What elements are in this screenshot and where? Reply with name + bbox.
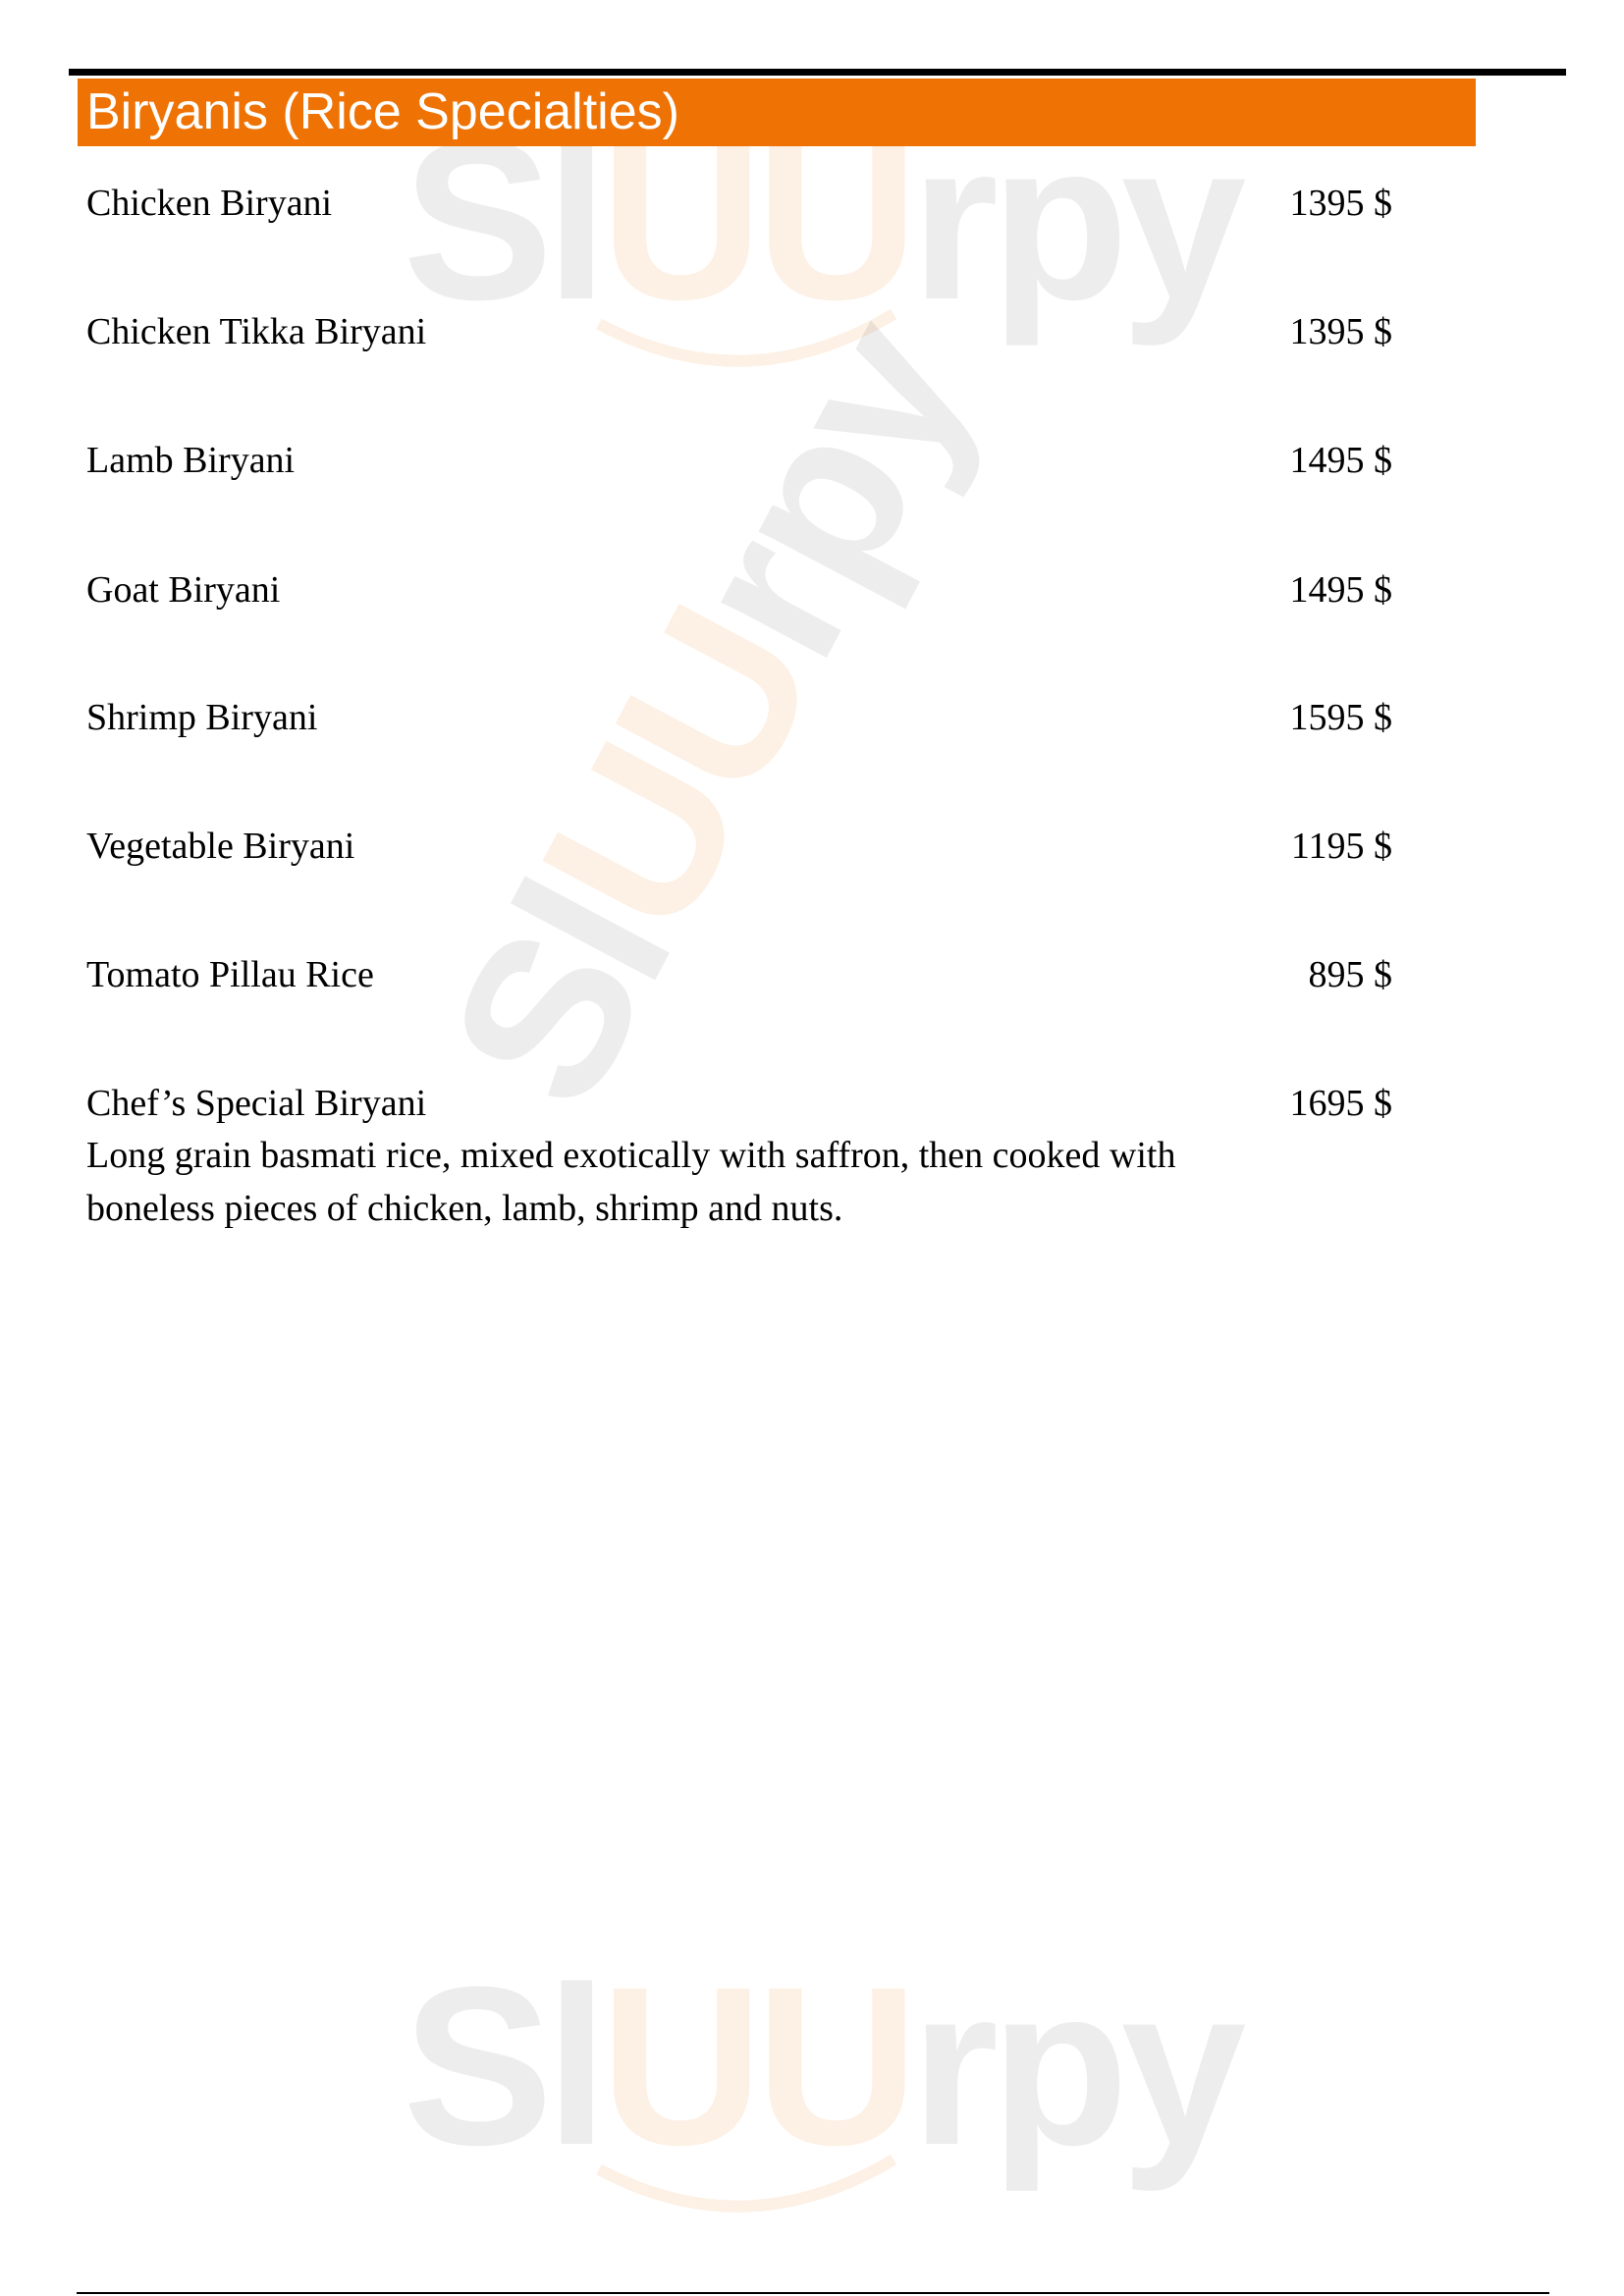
top-divider <box>69 69 1566 76</box>
bottom-divider <box>77 2292 1549 2294</box>
watermark-swoosh-icon <box>589 304 903 383</box>
menu-item-name: Shrimp Biryani <box>86 697 318 738</box>
section-title: Biryanis (Rice Specialties) <box>86 83 679 140</box>
watermark-logo-middle: SlUUrpy <box>400 286 1016 1144</box>
section-header <box>78 79 1476 146</box>
menu-item-description: Long grain basmati rice, mixed exotically with saffron, then cooked with boneless pieces of chicken, lamb, shrimp and nuts. <box>86 1135 1176 1229</box>
menu-item-price: 1395 $ <box>1289 183 1392 224</box>
menu-item-price: 1195 $ <box>1290 826 1392 867</box>
menu-item-name: Tomato Pillau Rice <box>86 954 374 995</box>
menu-item-price: 1695 $ <box>1289 1083 1392 1124</box>
menu-item-name: Chicken Tikka Biryani <box>86 311 427 352</box>
menu-item-price: 895 $ <box>1308 954 1392 995</box>
menu-item-price: 1395 $ <box>1289 311 1392 352</box>
menu-item-price: 1595 $ <box>1289 697 1392 738</box>
menu-item-name: Vegetable Biryani <box>86 826 355 867</box>
menu-item-name: Goat Biryani <box>86 569 281 611</box>
menu-item-price: 1495 $ <box>1289 440 1392 481</box>
menu-item-name: Chef’s Special Biryani <box>86 1083 427 1124</box>
menu-item-price: 1495 $ <box>1289 569 1392 611</box>
watermark-logo-bottom: SlUUrpy <box>403 1953 1238 2179</box>
menu-item-name: Lamb Biryani <box>86 440 296 481</box>
menu-item-name: Chicken Biryani <box>86 183 333 224</box>
watermark-swoosh-icon <box>589 2150 903 2228</box>
watermark-logo-top: SlUUrpy <box>403 108 1238 334</box>
